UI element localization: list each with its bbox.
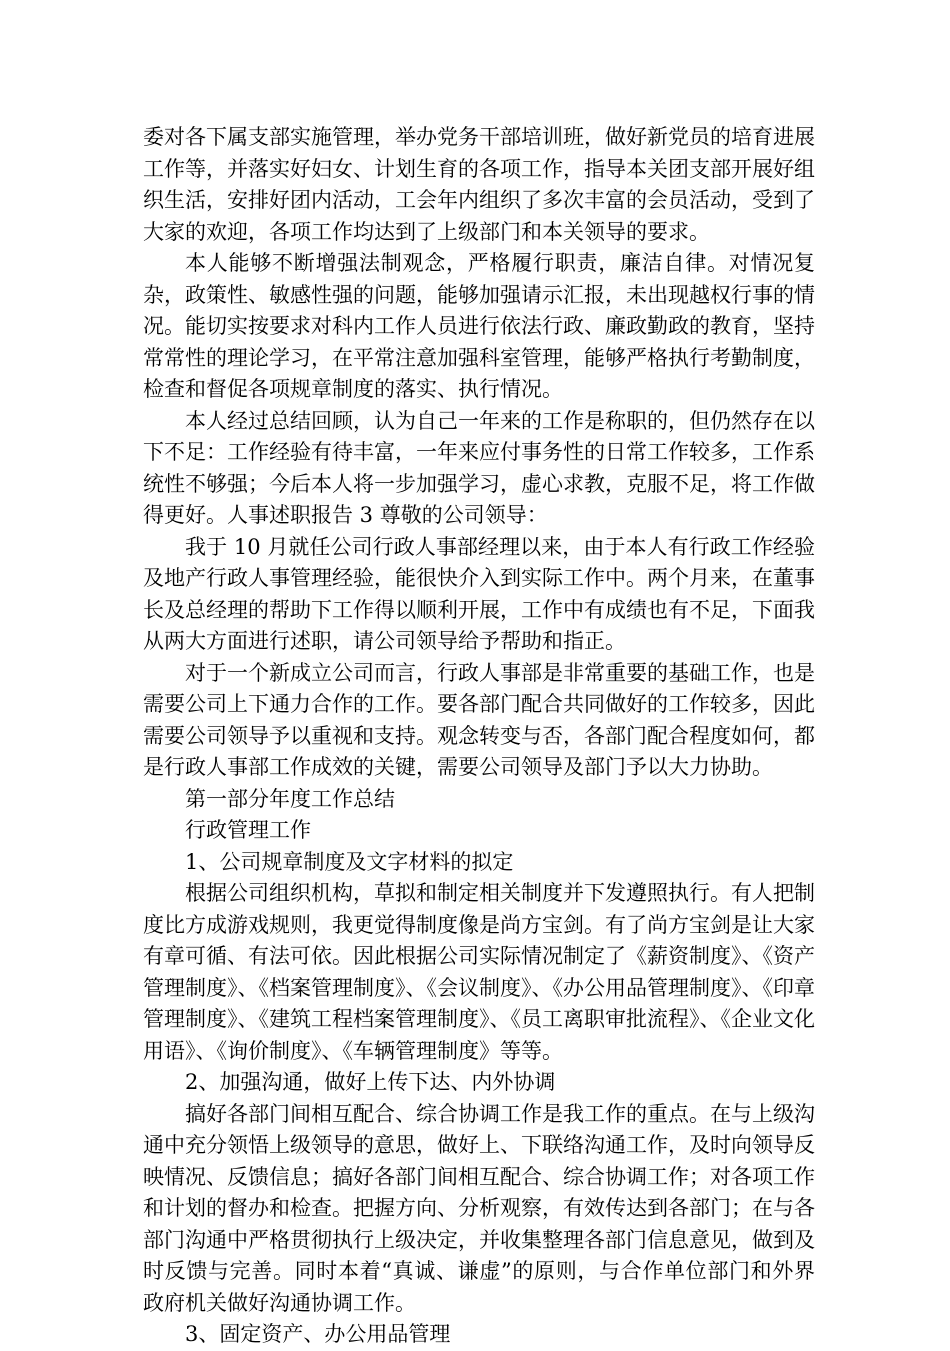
paragraph: 根据公司组织机构，草拟和制定相关制度并下发遵照执行。有人把制度比方成游戏规则，我更觉得制度像是尚方宝剑。有了尚方宝剑是让大家有章可循、有法可依。因此根据公司实际情况制定了《薪资制度》、《资产管理制度》、《档案管理制度》、《会议制度》、《办公用品管理制度》、《印章管理制度》、《建筑工程档案管理制度》、《员工离职审批流程》、《企业文化用语》、《询价制度》、《车辆管理制度》等等。 [143,881,815,1063]
paragraph: 搞好各部门间相互配合、综合协调工作是我工作的重点。在与上级沟通中充分领悟上级领导的意思，做好上、下联络沟通工作，及时向领导反映情况、反馈信息；搞好各部门间相互配合、综合协调工作；对各项工作和计划的督办和检查。把握方向、分析观察，有效传达到各部门；在与各部门沟通中严格贯彻执行上级决定，并收集整理各部门信息意见，做到及时反馈与完善。同时本着“真诚、谦虚”的原则，与合作单位部门和外界政府机关做好沟通协调工作。 [143,1101,815,1315]
paragraph: 我于 10 月就任公司行政人事部经理以来，由于本人有行政工作经验及地产行政人事管理经验，能很快介入到实际工作中。两个月来，在董事长及总经理的帮助下工作得以顺利开展，工作中有成绩也有不足，下面我从两大方面进行述职，请公司领导给予帮助和指正。 [143,534,815,653]
paragraph: 本人能够不断增强法制观念，严格履行职责，廉洁自律。对情况复杂，政策性、敏感性强的问题，能够加强请示汇报，未出现越权行事的情况。能切实按要求对科内工作人员进行依法行政、廉政勤政的教育，坚持常常性的理论学习，在平常注意加强科室管理，能够严格执行考勤制度，检查和督促各项规章制度的落实、执行情况。 [143,251,815,401]
item-heading: 3、固定资产、办公用品管理 [185,1322,451,1346]
paragraph-continuation: 委对各下属支部实施管理，举办党务干部培训班，做好新党员的培育进展工作等，并落实好妇女、计划生育的各项工作，指导本关团支部开展好组织生活，安排好团内活动，工会年内组织了多次丰富的会员活动，受到了大家的欢迎，各项工作均达到了上级部门和本关领导的要求。 [143,125,815,244]
paragraph: 对于一个新成立公司而言，行政人事部是非常重要的基础工作，也是需要公司上下通力合作的工作。要各部门配合共同做好的工作较多，因此需要公司领导予以重视和支持。观念转变与否，各部门配合程度如何，都是行政人事部工作成效的关键，需要公司领导及部门予以大力协助。 [143,660,815,779]
section-heading: 第一部分年度工作总结 [185,786,395,811]
document-body [143,122,815,1351]
paragraph: 本人经过总结回顾，认为自己一年来的工作是称职的，但仍然存在以下不足：工作经验有待丰富，一年来应付事务性的日常工作较多，工作系统性不够强；今后本人将一步加强学习，虚心求教，克服不足，将工作做得更好。人事述职报告 3 尊敬的公司领导： [143,408,815,527]
subsection-heading: 行政管理工作 [185,818,311,842]
item-heading: 1、公司规章制度及文字材料的拟定 [185,849,514,874]
item-heading: 2、加强沟通，做好上传下达、内外协调 [185,1070,556,1094]
